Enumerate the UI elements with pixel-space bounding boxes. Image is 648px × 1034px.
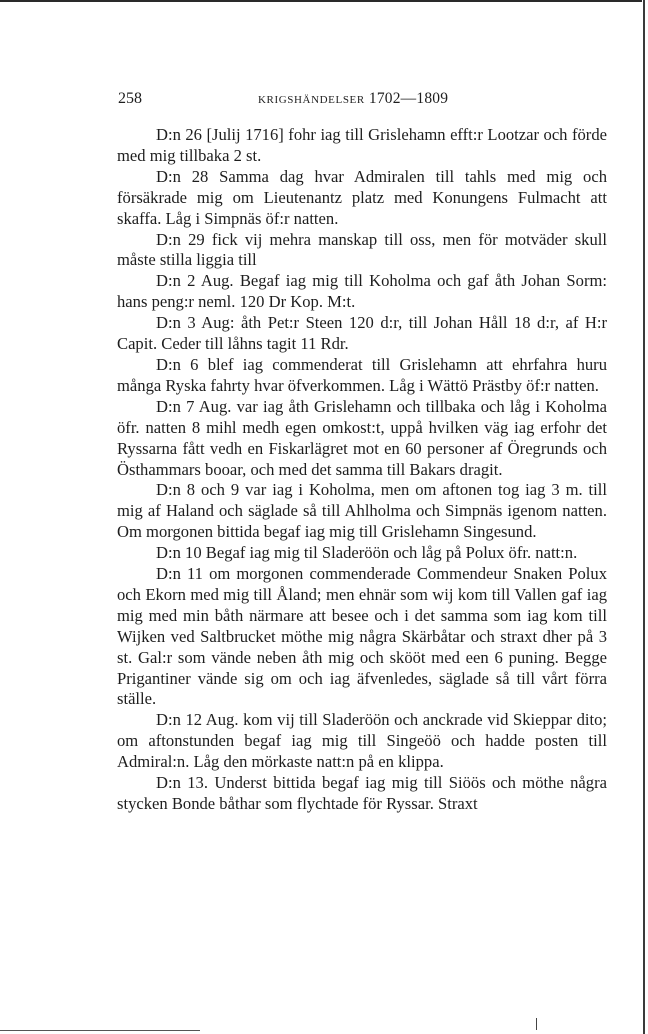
running-title-years: 1702—1809: [368, 90, 449, 107]
diary-entry-aug-6: D:n 6 blef iag commenderat till Grislehamn att ehrfahra huru många Ryska fahrty hvar öfverkommen. Låg i Wättö Prästby öf:r natten.: [117, 354, 607, 395]
diary-entry-jul-28: D:n 28 Samma dag hvar Admiralen till tahls med mig och försäkrade mig om Lieutenantz platz med Konungens Fulmacht att skaffa. Låg i Simpnäs öf:r natten.: [117, 166, 607, 228]
diary-entry-aug-2: D:n 2 Aug. Begaf iag mig till Koholma och gaf åth Johan Sorm: hans peng:r neml. 120 Dr Kop. M:t.: [117, 271, 607, 312]
scan-edge-right: [643, 0, 645, 1034]
scan-edge-bottom: [0, 1030, 200, 1031]
running-title-text: KRIGSHÄNDELSER: [258, 94, 365, 106]
diary-entry-aug-12: D:n 12 Aug. kom vij till Sladeröön och anckrade vid Skieppar dito; om aftonstunden begaf iag mig till Singeöö och hadde posten till Admiral:n. Låg den mörkaste natt:n på en klippa.: [117, 710, 607, 772]
scan-edge-top: [0, 0, 642, 2]
diary-entry-aug-3: D:n 3 Aug: åth Pet:r Steen 120 d:r, till Johan Håll 18 d:r, af H:r Capit. Ceder till låhns tagit 11 Rdr.: [117, 313, 607, 354]
diary-entry-aug-8-9: D:n 8 och 9 var iag i Koholma, men om aftonen tog iag 3 m. till mig af Haland och säglade så till Ahlholma och Simpnäs igenom natten. Om morgonen bittida begaf iag mig till Grislehamn Singesund.: [117, 480, 607, 542]
diary-entry-jul-26: D:n 26 [Julij 1716] fohr iag till Grislehamn efft:r Lootzar och förde med mig tillbaka 2 st.: [117, 125, 607, 165]
diary-entry-jul-29: D:n 29 fick vij mehra manskap till oss, men för motväder skull måste stilla liggia till: [117, 229, 607, 270]
body-text: [117, 125, 607, 815]
page-header: [118, 90, 608, 112]
scan-artifact-mark: [536, 1018, 537, 1030]
diary-entry-aug-13: D:n 13. Underst bittida begaf iag mig till Siöös och möthe några stycken Bonde båthar som flychtade för Ryssar. Straxt: [117, 773, 607, 813]
page-number: 258: [118, 90, 142, 107]
diary-entry-aug-10: D:n 10 Begaf iag mig til Sladeröön och låg på Polux öfr. natt:n.: [156, 543, 578, 563]
diary-entry-aug-7: D:n 7 Aug. var iag åth Grislehamn och tillbaka och låg i Koholma öfr. natten 8 mihl medh egen omkost:t, uppå hvilken väg iag erfohr det Ryssarna fått vedh en Fiskarlägret mot en 60 personer af Öregrunds och Östhammars booar, och med det samma till Bakars dragit.: [117, 396, 607, 479]
diary-entry-aug-11: D:n 11 om morgonen commenderade Commendeur Snaken Polux och Ekorn med mig till Åland; men ehnär som wij kom till Vallen gaf iag mig med min båth närmare att besee och i det samma som iag kom till Wijken ved Saltbrucket möthe mig några Skärbåtar och straxt dher på 3 st. Gal:r som vände neben åth mig och skööt med een 6 puning. Begge Prigantiner vände sig om och iag äfvenledes, säglade så till vårt förra ställe.: [117, 564, 607, 709]
running-title: [258, 90, 448, 108]
